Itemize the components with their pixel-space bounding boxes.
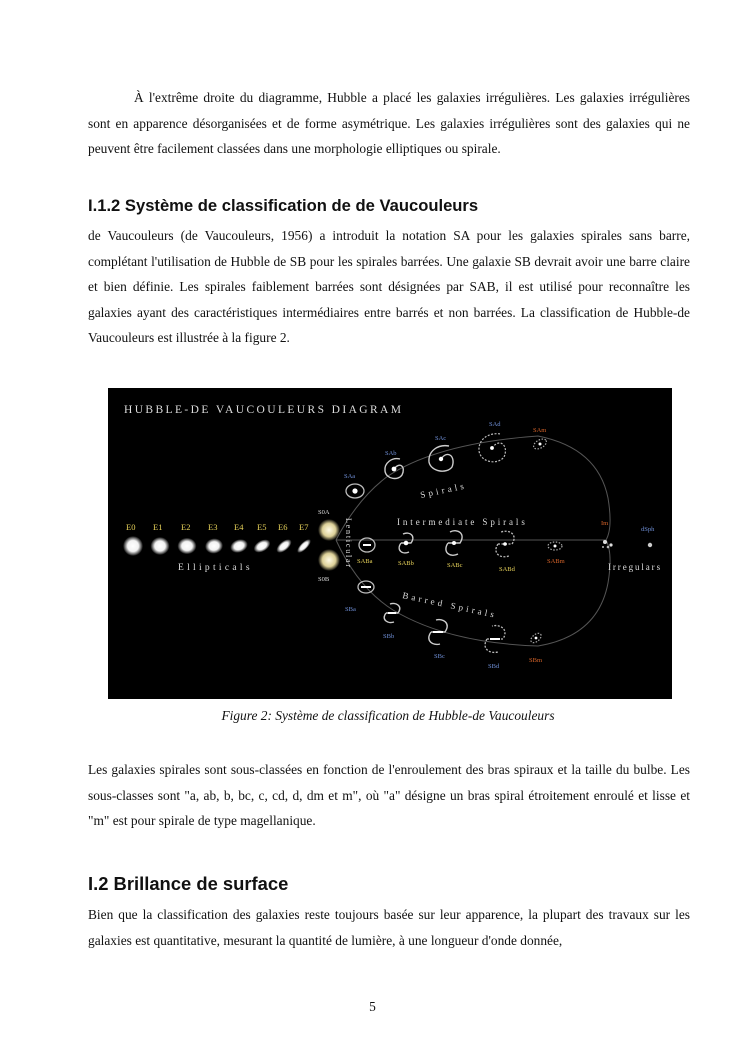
- galaxy-sabd: [496, 531, 514, 557]
- galaxy-saa: [346, 484, 364, 498]
- e5-label: E5: [257, 522, 267, 532]
- e2-label: E2: [181, 522, 191, 532]
- sab-label: SAb: [385, 450, 397, 457]
- figure-title: HUBBLE-DE VAUCOULEURS DIAGRAM: [124, 404, 404, 416]
- galaxy-e7: [295, 537, 313, 555]
- galaxy-sbc: [429, 620, 447, 645]
- sad-label: SAd: [489, 421, 501, 428]
- galaxy-sbd: [485, 626, 505, 653]
- galaxy-e6: [274, 537, 294, 556]
- sam-label: SAm: [533, 427, 547, 434]
- galaxy-e1: [151, 537, 170, 555]
- galaxy-sabm: [548, 542, 562, 550]
- barred-branch-curve: [336, 540, 610, 646]
- hubble-vaucouleurs-figure: [108, 388, 672, 699]
- paragraph-spiral-subclasses: Les galaxies spirales sont sous-classées en fonction de l'enroulement des bras spiraux et la taille du bulbe. Les sous-classes sont "a, ab, b, bc, c, cd, d, dm et m", où "a" désigne un bras spiral étroitement enroulé et lisse et "m" est pour spirale de type magellanique.: [88, 762, 690, 829]
- galaxy-s0a: [318, 519, 340, 541]
- galaxy-sbb: [384, 603, 399, 622]
- s0a-label: S0A: [318, 509, 330, 516]
- e4-label: E4: [234, 522, 244, 532]
- galaxy-sad: [479, 434, 506, 462]
- sbb-label: SBb: [383, 633, 395, 640]
- sabm-label: SABm: [547, 558, 565, 565]
- paragraph-brillance: Bien que la classification des galaxies reste toujours basée sur leur apparence, la plupart des travaux sur les galaxies est quantitative, mesurant la quantité de lumière, à une longueur d'onde donnée,: [88, 907, 690, 948]
- sabb-label: SABb: [398, 560, 414, 567]
- lenticular-galaxies: [318, 509, 353, 583]
- sa-spirals: [344, 421, 548, 500]
- ellipticals-label: Ellipticals: [178, 563, 253, 573]
- s0b-label: S0B: [318, 576, 330, 583]
- elliptical-galaxies: [123, 536, 313, 556]
- sbd-label: SBd: [488, 663, 500, 670]
- sbc-label: SBc: [434, 653, 445, 660]
- lenticular-label: Lenticular: [344, 518, 353, 569]
- irregulars-label: Irregulars: [608, 562, 662, 572]
- paragraph-irregular-galaxies: À l'extrême droite du diagramme, Hubble a placé les galaxies irrégulières. Les galaxies irrégulières sont en apparence désorganisées et de forme asymétrique. Les galaxies irrégulières sont des galaxies qui ne peuvent être facilement classées dans une morphologie elliptiques ou spirale.: [88, 90, 690, 157]
- sba-label: SBa: [345, 606, 356, 613]
- galaxy-e3: [204, 537, 224, 555]
- e3-label: E3: [208, 522, 218, 532]
- intermediate-spirals-label: Intermediate Spirals: [397, 517, 528, 527]
- saba-label: SABa: [357, 558, 373, 565]
- galaxy-sabc: [446, 531, 462, 556]
- galaxy-e2: [178, 538, 197, 554]
- galaxy-dsph: [648, 543, 652, 547]
- paragraph-vaucouleurs: de Vaucouleurs (de Vaucouleurs, 1956) a introduit la notation SA pour les galaxies spirales sans barre, complétant l'utilisation de Hubble de SB pour les spirales barrées. Une galaxie SB devrait avoir une barre claire et bien définie. Les spirales faiblement barrées sont désignées par SAB, il est utilisé pour reconnaître les galaxies ayant des caractéristiques intermédiaires entre barrés et non barrées. La classification de Hubble-de Vaucouleurs est illustrée à la figure 2.: [88, 228, 690, 346]
- galaxy-sam: [532, 437, 548, 451]
- galaxy-s0b: [318, 549, 340, 571]
- galaxy-e4: [228, 537, 249, 555]
- page-number: 5: [369, 999, 376, 1014]
- spirals-label: Spirals: [419, 480, 468, 500]
- galaxy-sba: [358, 581, 374, 593]
- im-label: Im: [601, 520, 609, 527]
- irregular-galaxies: [601, 520, 662, 572]
- galaxy-sabb: [399, 533, 413, 553]
- galaxy-e0: [123, 536, 143, 556]
- galaxy-e5: [251, 537, 272, 556]
- galaxy-sbm: [529, 631, 543, 644]
- e0-label: E0: [126, 522, 136, 532]
- sac-label: SAc: [435, 435, 447, 442]
- dsph-label: dSph: [641, 526, 655, 533]
- sbm-label: SBm: [529, 657, 543, 664]
- sabd-label: SABd: [499, 566, 515, 573]
- hubble-diagram-svg: [108, 388, 672, 699]
- elliptical-labels: [126, 522, 308, 532]
- sb-spirals: [345, 581, 543, 670]
- heading-brillance-de-surface: I.2 Brillance de surface: [88, 873, 289, 894]
- e1-label: E1: [153, 522, 163, 532]
- saa-label: SAa: [344, 473, 356, 480]
- heading-vaucouleurs-classification: I.1.2 Système de classification de de Vaucouleurs: [88, 196, 479, 215]
- e7-label: E7: [299, 522, 309, 532]
- sabc-label: SABc: [447, 562, 463, 569]
- figure-caption: Figure 2: Système de classification de Hubble-de Vaucouleurs: [221, 708, 555, 723]
- e6-label: E6: [278, 522, 288, 532]
- barred-spirals-label: Barred Spirals: [401, 590, 499, 621]
- sab-spirals: [357, 517, 565, 573]
